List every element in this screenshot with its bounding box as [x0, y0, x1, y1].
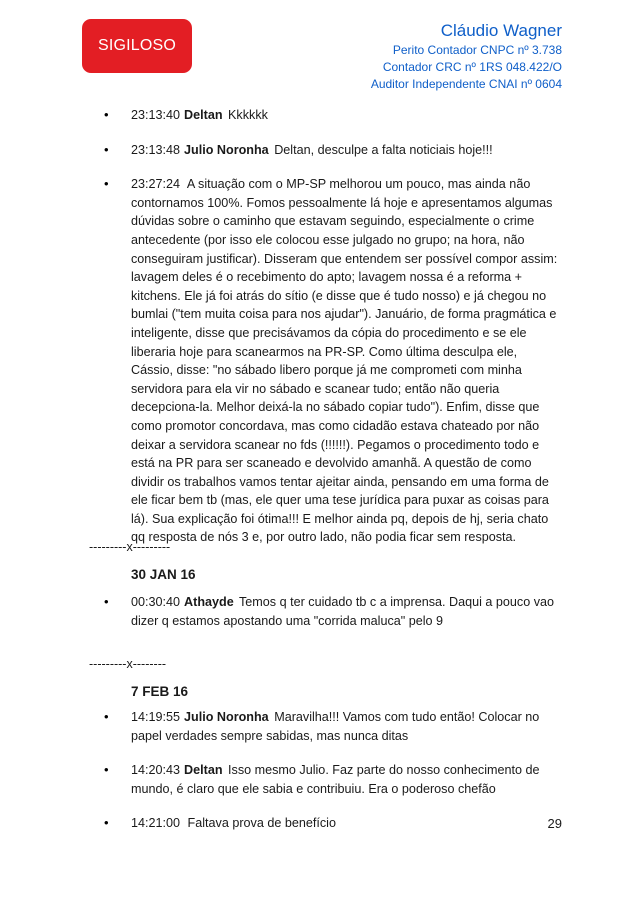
message-author: Julio Noronha	[184, 142, 269, 157]
section-separator: ---------x---------	[89, 540, 171, 554]
message-list	[0, 708, 638, 849]
section-separator: ---------x--------	[89, 657, 167, 671]
message-item	[0, 708, 638, 745]
message-time: 23:13:40	[131, 108, 181, 122]
message-item	[0, 593, 638, 630]
message-text: A situação com o MP-SP melhorou um pouco, mas ainda não contornamos 100%. Fomos pessoalmente lá hoje e apresentamos algumas dúvidas sobre o caminho que estavam seguindo, especialmente o crime antecedente (por isso ele colocou esse julgado no grupo; na hora, não conseguiram justificar). Disseram que entendem ser possível compor assim: lavagem deles é o recebimento do apto; lavagem nossa é a reforma + kitchens. Ele já foi atrás do sítio (e disse que é tudo nosso) e já chegou no bumlai ("tem muita coisa para nos ajudar"). Januário, de forma pragmática e inteligente, disse que precisávamos da cópia do procedimento e se ele liberaria hoje para scanearmos na PR-SP. Como última desculpa ele, Cássio, disse: "no sábado libero porque já me comprometi com minha servidora para ela vir no sábado e scanear tudo; então não queria decepciona-la. Melhor deixá-la no sábado copiar tudo"). Enfim, disse que como promotor concordava, mas como cidadão estava chateado por não deixar a servidora scanear no fds (!!!!!!). Pegamos o procedimento todo e está na PR para ser scaneado e devolvido amanhã. A questão de como dividir os trabalhos vamos tentar ajeitar ainda, pensando em uma forma de ele ficar bem tb (mas, ele quer uma tese jurídica para puxar as coisas para lá). Sua explicação foi ótima!!! E melhor ainda pq, depois de hj, seria chato qq resposta de nós 3 e, por outro lado, não podia ficar sem resposta.	[131, 177, 558, 545]
message-text: Kkkkkk	[228, 108, 268, 122]
message-time: 14:21:00	[131, 816, 181, 831]
date-heading: 7 FEB 16	[131, 684, 189, 699]
message-author: Julio Noronha	[184, 710, 269, 724]
message-list	[0, 593, 638, 646]
date-heading: 30 JAN 16	[131, 567, 196, 582]
credential-line: Perito Contador CNPC nº 3.738	[392, 43, 562, 57]
author-name: Cláudio Wagner	[440, 21, 562, 40]
message-item	[0, 106, 638, 125]
message-list	[0, 106, 638, 563]
message-item	[0, 761, 638, 798]
confidential-badge: SIGILOSO	[82, 19, 192, 73]
credential-line: Contador CRC nº 1RS 048.422/O	[382, 60, 562, 74]
message-time: 23:27:24	[131, 177, 181, 192]
message-text: Temos q ter cuidado tb c a imprensa. Daqui a pouco vao dizer q estamos apostando uma "corrida maluca" pelo 9	[131, 595, 555, 628]
message-author: Athayde	[184, 595, 234, 609]
message-item	[0, 141, 638, 160]
message-time: 23:13:48	[131, 142, 181, 157]
message-text: Maravilha!!! Vamos com tudo então! Colocar no papel verdades sempre sabidas, mas nunca ditas	[131, 710, 540, 743]
message-item	[0, 175, 638, 547]
credential-line: Auditor Independente CNAI nº 0604	[370, 77, 562, 91]
message-author: Deltan	[184, 108, 223, 122]
message-item	[0, 814, 638, 833]
message-text: Deltan, desculpe a falta noticiais hoje!!!	[274, 142, 493, 157]
letterhead	[371, 20, 562, 93]
message-author: Deltan	[184, 763, 223, 778]
message-time: 14:19:55	[131, 710, 181, 724]
message-time: 14:20:43	[131, 763, 181, 778]
message-time: 00:30:40	[131, 595, 181, 609]
message-text: Faltava prova de benefício	[187, 816, 336, 831]
message-text: Isso mesmo Julio. Faz parte do nosso conhecimento de mundo, é claro que ele sabia e contribuiu. Era o poderoso chefão	[131, 763, 540, 796]
page-number: 29	[547, 816, 562, 831]
